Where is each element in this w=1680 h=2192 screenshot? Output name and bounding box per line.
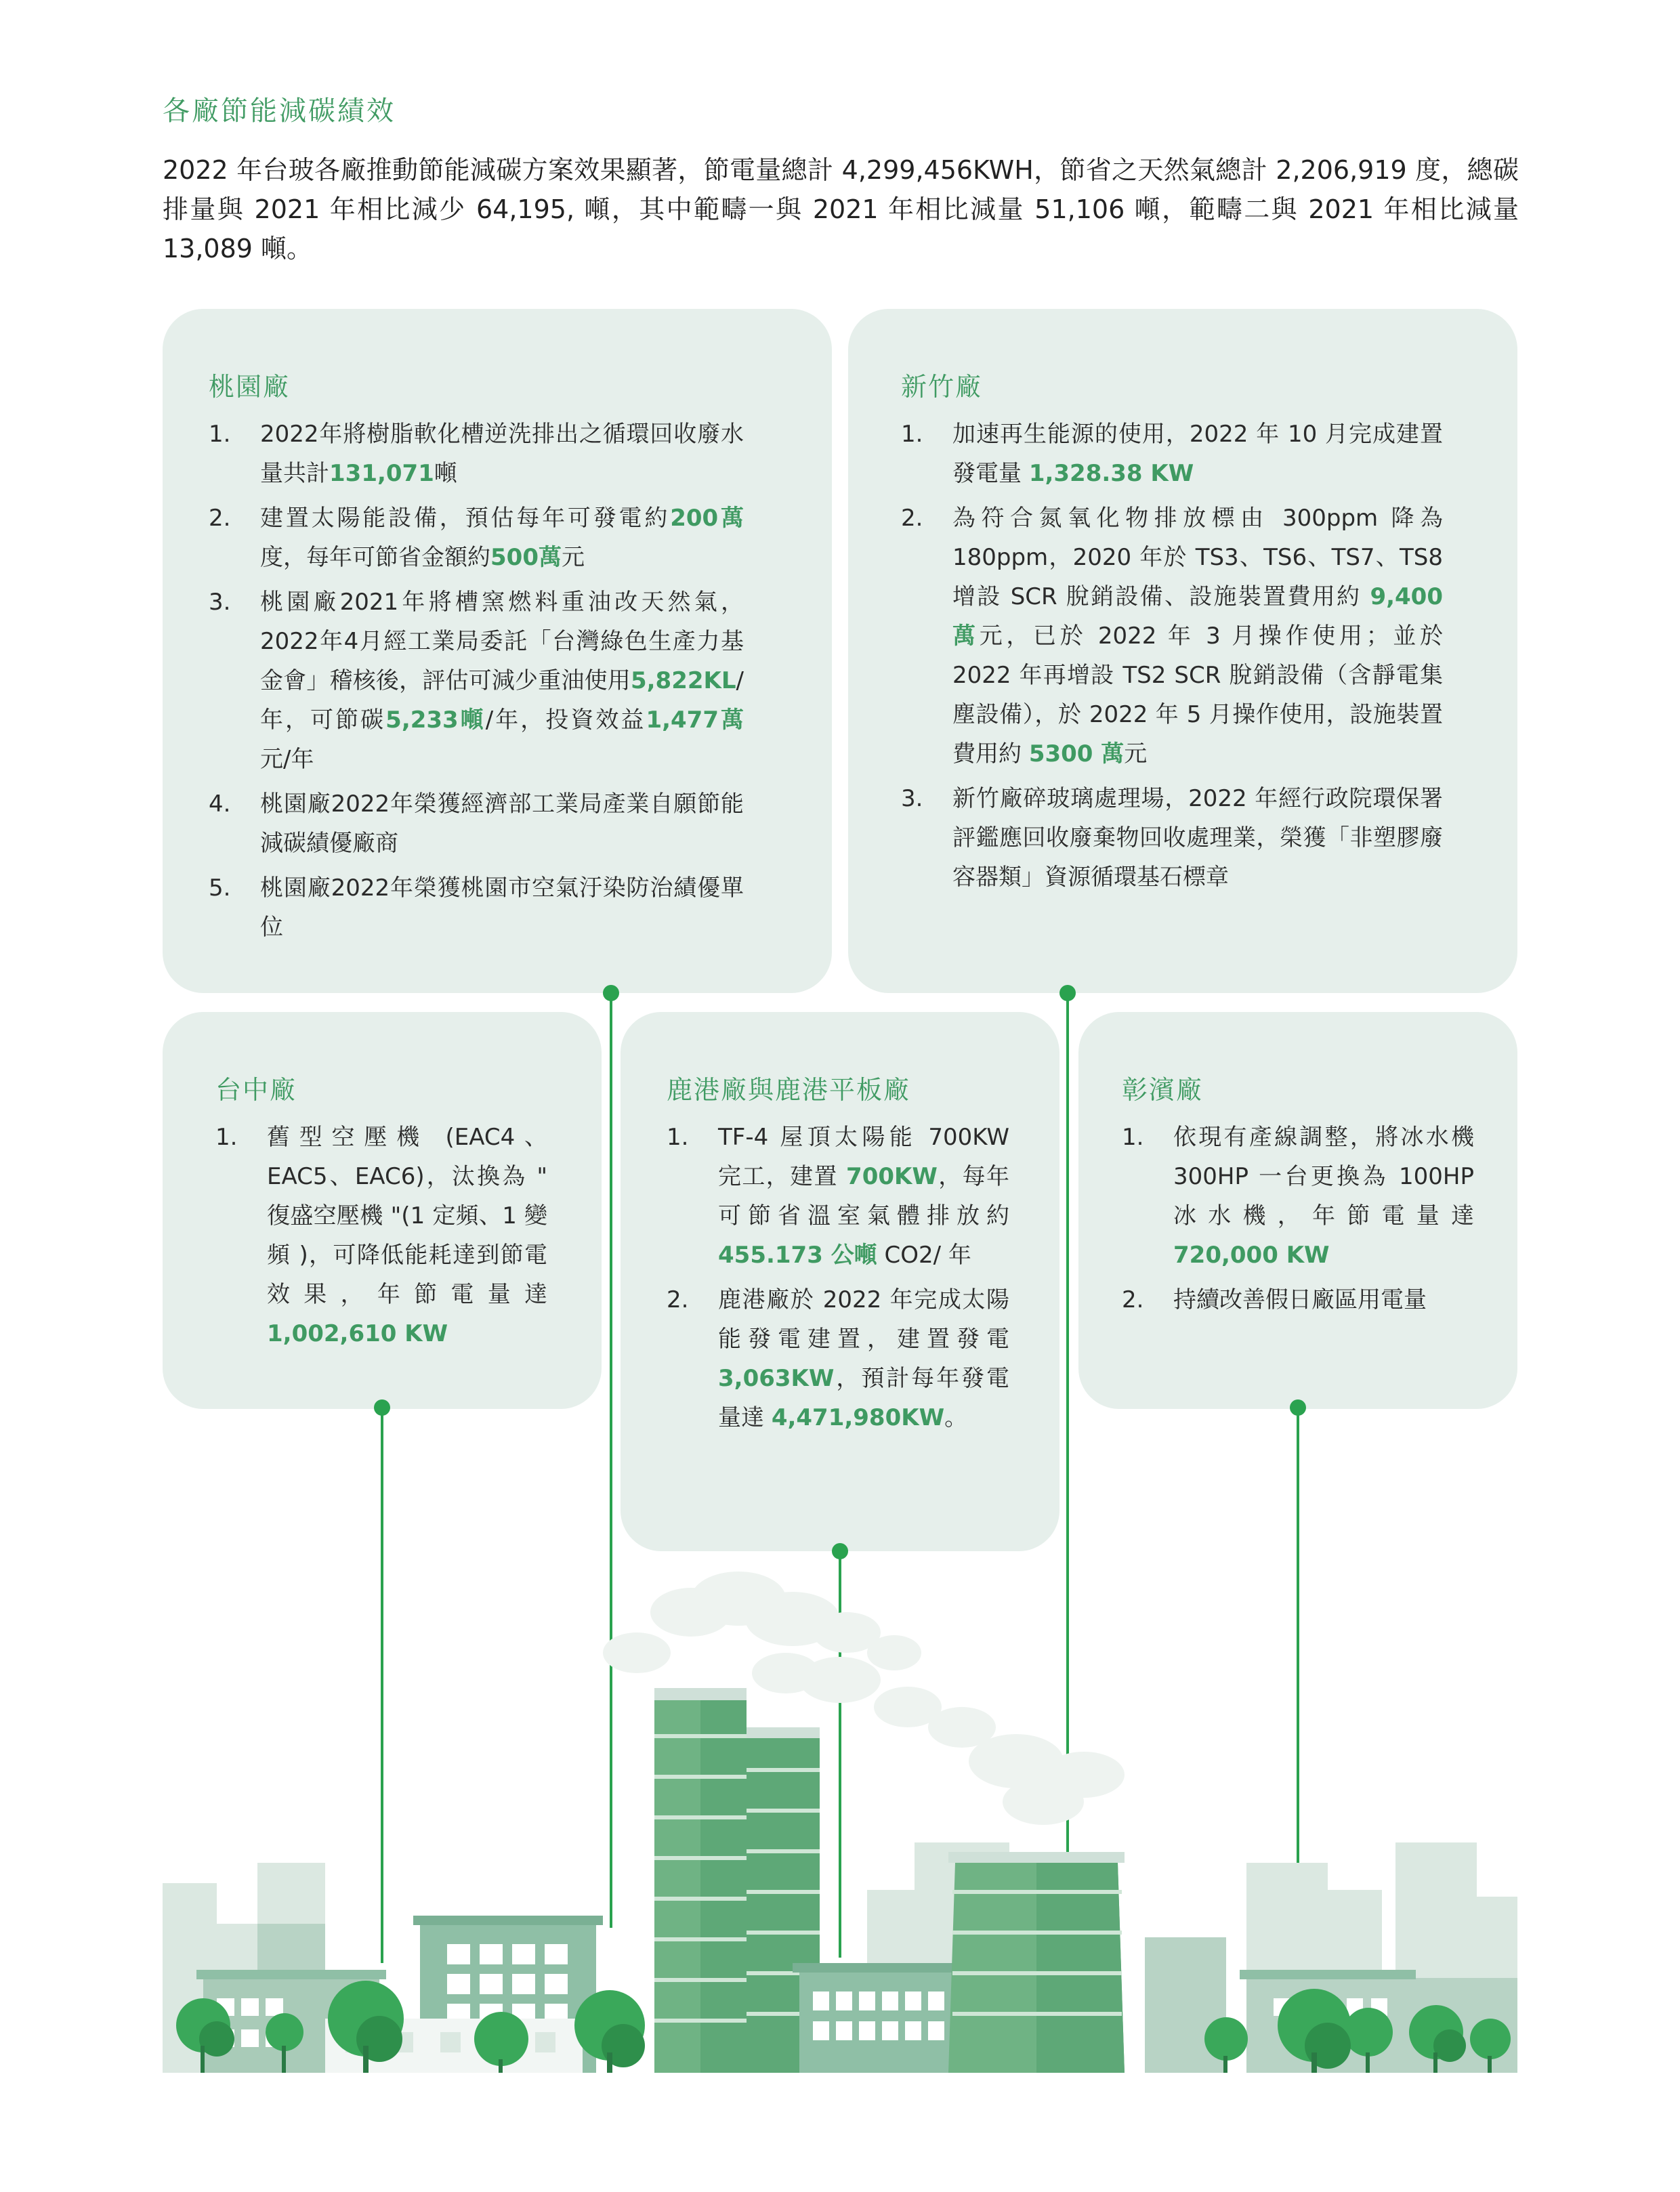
section-title: 各廠節能減碳績效 (163, 96, 396, 127)
intro-paragraph: 2022 年台玻各廠推動節能減碳方案效果顯著，節電量總計 4,299,456KWH，節省之天然氣總計 2,206,919 度，總碳排量與 2021 年相比減少 64,195, 噸，其中範疇一與 2021 年相比減量 51,106 噸，範疇二與 2021 年相比減量 13,089 噸。 (163, 155, 1519, 264)
list-item-number: 1. (209, 421, 231, 448)
card-hsinchu (848, 309, 1517, 993)
highlight-value: 500萬 (490, 544, 562, 571)
list-item-number: 4. (209, 791, 231, 818)
list-item (209, 583, 744, 779)
list-taichung (215, 1118, 547, 1359)
list-item-number: 1. (901, 421, 923, 448)
list-changbin (1122, 1118, 1474, 1325)
list-item-text: 。 (944, 1404, 968, 1431)
card-title-taoyuan: 桃園廠 (209, 372, 291, 402)
card-taoyuan (163, 309, 832, 993)
list-item-text: 2022年將樹脂軟化槽逆洗排出之循環回收廢水量共計 (260, 421, 744, 487)
highlight-value: 455.173 公噸 (718, 1242, 877, 1269)
factory-illustration (163, 1572, 1517, 2073)
card-changbin (1078, 1012, 1517, 1409)
card-title-lukang: 鹿港廠與鹿港平板廠 (667, 1075, 911, 1105)
highlight-value: 3,063KW (718, 1365, 835, 1392)
highlight-value: 1,002,610 KW (267, 1320, 448, 1347)
list-item-text: 元，已於 2022 年 3 月操作使用；並於 2022 年再增設 TS2 SCR 脫銷設備（含靜電集塵設備），於 2022 年 5 月操作使用，設施裝置費用約 (952, 623, 1444, 767)
list-item-number: 5. (209, 874, 231, 902)
list-item-text: 元 (561, 544, 585, 571)
list-item-number: 3. (209, 589, 231, 616)
cooling-tower (948, 1852, 1125, 2073)
list-item (209, 784, 744, 863)
list-item (1122, 1118, 1474, 1275)
tower-tall (654, 1688, 747, 2073)
list-item (209, 415, 744, 493)
highlight-value: 5,822KL (630, 667, 736, 694)
list-item-text: 桃園廠2022年榮獲經濟部工業局產業自願節能減碳績優廠商 (260, 791, 744, 857)
list-item (209, 499, 744, 577)
list-item (901, 779, 1443, 897)
list-item-text: /年，投資效益 (485, 707, 646, 734)
list-item-text: /年，可節碳 (260, 667, 744, 734)
list-item-text: 建置太陽能設備，預估每年可發電約 (260, 505, 671, 532)
list-item-text: 依現有產線調整，將冰水機 300HP 一台更換為 100HP 冰水機，年節電量達 (1173, 1124, 1474, 1229)
list-item-number: 2. (667, 1286, 689, 1313)
list-lukang (667, 1118, 1009, 1443)
highlight-value: 200萬 (670, 505, 744, 532)
list-hsinchu (901, 415, 1443, 902)
highlight-value: 5300 萬 (1028, 740, 1125, 767)
list-item (667, 1280, 1009, 1437)
highlight-value: 700KW (846, 1163, 938, 1190)
list-item-text: TF-4 屋頂太陽能 700KW 完工，建置 (718, 1124, 1009, 1190)
list-item-text: 鹿港廠於 2022 年完成太陽能發電建置，建置發電 (718, 1286, 1009, 1353)
list-item-text: 為符合氮氧化物排放標由 300ppm 降為 180ppm，2020 年於 TS3、TS6、TS7、TS8 增設 SCR 脫銷設備、設施裝置費用約 (952, 505, 1443, 610)
list-item-text: ，預計每年發電量達 (718, 1365, 1009, 1431)
list-item-text: ，每年可節省溫室氣體排放約 (718, 1163, 1009, 1229)
list-taoyuan (209, 415, 744, 952)
highlight-value: 4,471,980KW (771, 1404, 945, 1431)
list-item-number: 2. (209, 505, 231, 532)
list-item-text: 持續改善假日廠區用電量 (1173, 1286, 1427, 1313)
list-item-number: 1. (667, 1124, 689, 1151)
list-item (901, 415, 1443, 493)
list-item-number: 1. (1122, 1124, 1144, 1151)
list-item-text: 桃園廠2022年榮獲桃園市空氣汙染防治績優單位 (260, 874, 744, 941)
list-item-text: 元/年 (260, 746, 314, 773)
highlight-value: 1,477萬 (646, 707, 744, 734)
list-item (215, 1118, 547, 1353)
list-item-text: 元 (1124, 740, 1148, 767)
list-item-text: 度，每年可節省金額約 (260, 544, 490, 571)
list-item (667, 1118, 1009, 1275)
list-item-text: 新竹廠碎玻璃處理場，2022 年經行政院環保署評鑑應回收廢棄物回收處理業，榮獲「非塑膠廢容器類」資源循環基石標章 (952, 785, 1443, 891)
list-item-text: 噸 (434, 460, 457, 487)
list-item (209, 868, 744, 947)
list-item-number: 3. (901, 785, 923, 812)
highlight-value: 1,328.38 KW (1028, 460, 1194, 487)
list-item-text: 舊型空壓機 (EAC4、EAC5、EAC6)，汰換為 " 復盛空壓機 "(1 定頻、1 變頻 )，可降低能耗達到節電效果，年節電量達 (267, 1124, 547, 1308)
card-taichung (163, 1012, 602, 1409)
card-title-changbin: 彰濱廠 (1122, 1075, 1204, 1105)
list-item (1122, 1280, 1474, 1320)
list-item-text: 加速再生能源的使用，2022 年 10 月完成建置發電量 (952, 421, 1443, 487)
highlight-value: 131,071 (329, 460, 434, 487)
card-title-taichung: 台中廠 (215, 1075, 297, 1105)
card-title-hsinchu: 新竹廠 (901, 372, 983, 402)
list-item-text: 桃園廠2021年將槽窯燃料重油改天然氣，2022年4月經工業局委託「台灣綠色生產力基金會」稽核後，評估可減少重油使用 (260, 589, 744, 694)
highlight-value: 9,400 萬 (952, 583, 1443, 650)
list-item-number: 2. (1122, 1286, 1144, 1313)
list-item-number: 1. (215, 1124, 238, 1151)
card-lukang (621, 1012, 1059, 1551)
list-item (901, 499, 1443, 774)
list-item-number: 2. (901, 505, 923, 532)
highlight-value: 5,233噸 (385, 707, 486, 734)
highlight-value: 720,000 KW (1173, 1242, 1330, 1269)
list-item-text: CO2/ 年 (877, 1242, 971, 1269)
